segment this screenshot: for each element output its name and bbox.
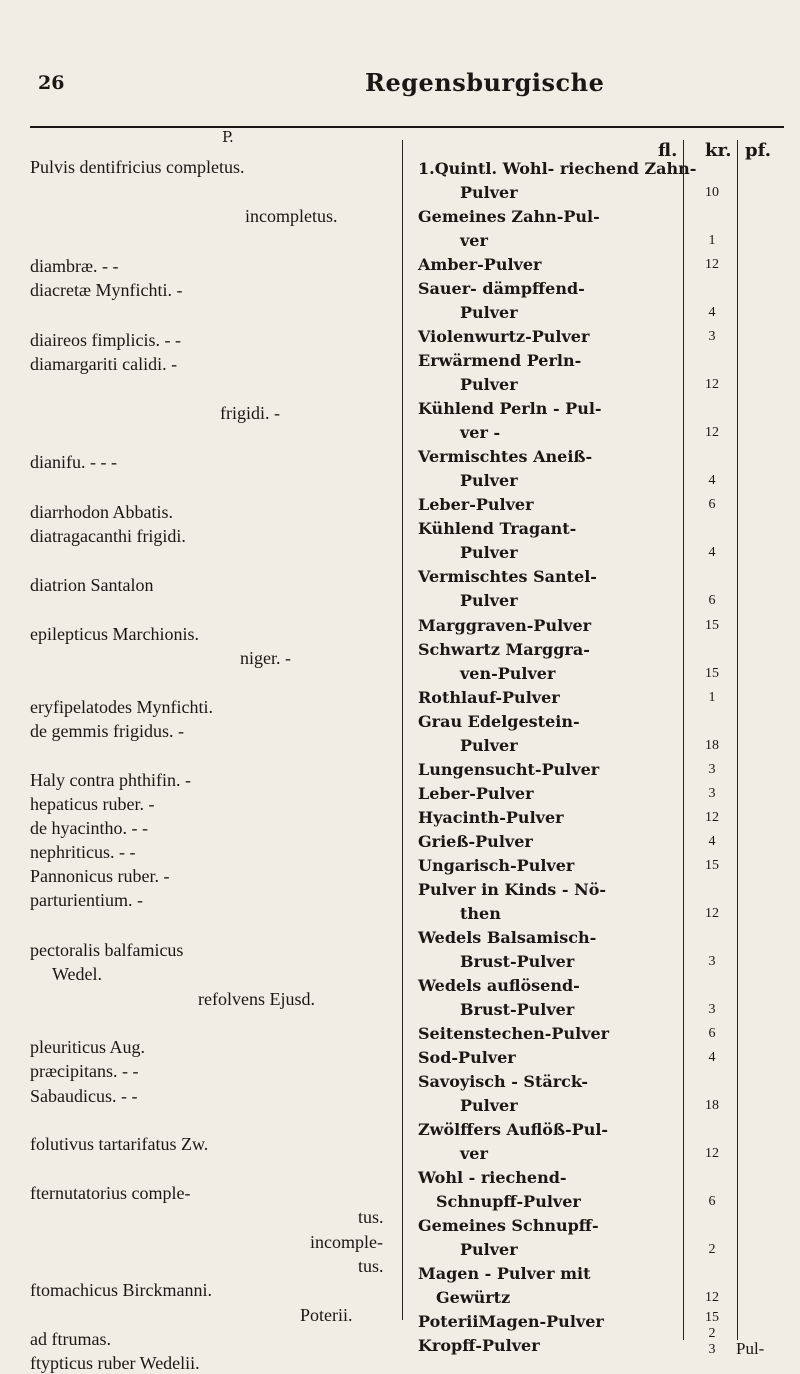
german-entry: Wedels Balsamisch- [418, 928, 597, 947]
german-entry: Wohl - riechend- [418, 1168, 567, 1187]
german-entry: Wedels auflösend- [418, 976, 580, 995]
column-divider-latin [402, 140, 403, 1320]
german-entry: Kropff-Pulver [418, 1336, 540, 1355]
german-entry: ver - [460, 423, 501, 442]
latin-entry: diamargariti calidi. - [30, 354, 178, 374]
german-entry: Lungensucht-Pulver [418, 760, 600, 779]
german-entry: ven-Pulver [460, 664, 556, 683]
german-entry: Leber-Pulver [418, 495, 534, 514]
price-kreuzer: 4 [708, 305, 716, 320]
price-kreuzer: 3 [708, 786, 716, 801]
german-entry: Pulver in Kinds - Nö- [418, 880, 607, 899]
german-entry: Sauer- dämpffend- [418, 279, 585, 298]
latin-entry: refolvens Ejusd. [198, 989, 315, 1009]
german-entry: Pulver [460, 543, 518, 562]
price-kreuzer: 15 [705, 1310, 719, 1325]
german-entry: ver [460, 1144, 488, 1163]
latin-entry: frigidi. - [220, 403, 280, 423]
header-pfennig: pf. [745, 140, 771, 161]
latin-entry: præcipitans. - - [30, 1061, 139, 1081]
german-entry: Zwölffers Auflöß-Pul- [418, 1120, 609, 1139]
german-entry: Pulver [460, 1096, 518, 1115]
section-letter: P. [222, 128, 234, 146]
price-kreuzer: 18 [705, 738, 719, 753]
latin-entry: incompletus. [245, 206, 338, 226]
latin-entry: dianifu. - - - [30, 452, 117, 472]
german-entry: Brust-Pulver [460, 952, 575, 971]
page-header [0, 68, 800, 108]
latin-entry: fternutatorius comple- [30, 1183, 191, 1203]
price-kreuzer: 12 [705, 1146, 719, 1161]
latin-entry: Pulvis dentifricius completus. [30, 157, 245, 177]
german-entry: Pulver [460, 303, 518, 322]
latin-entry: Pannonicus ruber. - [30, 866, 170, 886]
header-rule [30, 126, 784, 128]
latin-entry: ad ftrumas. [30, 1329, 111, 1349]
latin-entry: eryfipelatodes Mynfichti. [30, 697, 213, 717]
german-entry: Pulver [460, 375, 518, 394]
latin-entry: Poterii. [300, 1305, 353, 1325]
latin-entry: nephriticus. - - [30, 842, 136, 862]
latin-entry: de gemmis frigidus. - [30, 721, 184, 741]
german-entry: Leber-Pulver [418, 784, 534, 803]
latin-entry: pleuriticus Aug. [30, 1037, 145, 1057]
price-kreuzer: 12 [705, 810, 719, 825]
price-kreuzer: 6 [708, 497, 716, 512]
price-kreuzer: 4 [708, 1050, 716, 1065]
german-entry: 1.Quintl. Wohl- riechend Zahn- [418, 159, 697, 178]
german-entry: Vermischtes Santel- [418, 567, 597, 586]
latin-entry: Sabaudicus. - - [30, 1086, 138, 1106]
catchword: Pul- [736, 1339, 765, 1358]
latin-entry: diarrhodon Abbatis. [30, 502, 173, 522]
german-entry: Ungarisch-Pulver [418, 856, 575, 875]
german-entry: Sod-Pulver [418, 1048, 516, 1067]
german-entry: then [460, 904, 501, 923]
latin-entry: niger. - [240, 648, 291, 668]
price-kreuzer: 10 [705, 185, 719, 200]
latin-entry: folutivus tartarifatus Zw. [30, 1134, 209, 1154]
latin-entry: epilepticus Marchionis. [30, 624, 199, 644]
latin-entry: ftypticus ruber Wedelii. [30, 1353, 200, 1373]
price-kreuzer: 4 [708, 545, 716, 560]
price-kreuzer: 2 [708, 1242, 716, 1257]
german-entry: Marggraven-Pulver [418, 616, 592, 635]
latin-entry: diacretæ Mynfichti. - [30, 280, 183, 300]
price-kreuzer: 3 [708, 954, 716, 969]
latin-entry: de hyacintho. - - [30, 818, 148, 838]
price-kreuzer: 12 [705, 257, 719, 272]
price-kreuzer: 12 [705, 377, 719, 392]
price-kreuzer: 3 [708, 1002, 716, 1017]
latin-entry: incomple- [310, 1232, 383, 1252]
latin-entry: pectoralis balfamicus [30, 940, 184, 960]
price-kreuzer: 3 [708, 762, 716, 777]
price-kreuzer: 2 [708, 1326, 716, 1341]
price-kreuzer: 3 [708, 1342, 716, 1357]
german-entry: Violenwurtz-Pulver [418, 327, 590, 346]
german-entry: Savoyisch - Stärck- [418, 1072, 588, 1091]
german-entry: PoteriiMagen-Pulver [418, 1312, 604, 1331]
german-entry: Amber-Pulver [418, 255, 542, 274]
german-entry: Pulver [460, 183, 518, 202]
german-entry: Vermischtes Aneiß- [418, 447, 593, 466]
price-kreuzer: 1 [708, 233, 716, 248]
price-kreuzer: 6 [708, 1026, 716, 1041]
german-entry: Kühlend Perln - Pul- [418, 399, 602, 418]
price-kreuzer: 6 [708, 1194, 716, 1209]
german-entry: Kühlend Tragant- [418, 519, 577, 538]
price-kreuzer: 4 [708, 834, 716, 849]
german-entry: Brust-Pulver [460, 1000, 575, 1019]
price-kreuzer: 3 [708, 329, 716, 344]
latin-entry: diatrion Santalon [30, 575, 154, 595]
running-title: Regensburgische [365, 68, 605, 97]
german-entry: Hyacinth-Pulver [418, 808, 564, 827]
german-entry: Rothlauf-Pulver [418, 688, 560, 707]
german-entry: Pulver [460, 471, 518, 490]
latin-entry: diambræ. - - [30, 256, 119, 276]
german-entry: Grau Edelgestein- [418, 712, 580, 731]
latin-entry: diaireos fimplicis. - - [30, 330, 181, 350]
latin-entry: tus. [358, 1207, 384, 1227]
price-kreuzer: 12 [705, 906, 719, 921]
german-entry: Schnupff-Pulver [436, 1192, 581, 1211]
latin-entry: parturientium. - [30, 890, 143, 910]
price-kreuzer: 6 [708, 593, 716, 608]
price-kreuzer: 12 [705, 425, 719, 440]
latin-entry: Wedel. [52, 964, 103, 984]
latin-entry: hepaticus ruber. - [30, 794, 155, 814]
price-kreuzer: 15 [705, 858, 719, 873]
page-number: 26 [38, 72, 65, 94]
german-entry: Magen - Pulver mit [418, 1264, 591, 1283]
price-kreuzer: 18 [705, 1098, 719, 1113]
latin-entry: Haly contra phthifin. - [30, 770, 191, 790]
latin-entry: tus. [358, 1256, 384, 1276]
header-florin: fl. [658, 140, 678, 161]
german-entry: ver [460, 231, 488, 250]
price-kreuzer: 12 [705, 1290, 719, 1305]
price-kreuzer: 15 [705, 618, 719, 633]
latin-entry: diatragacanthi frigidi. [30, 526, 186, 546]
header-kreuzer: kr. [705, 140, 732, 161]
german-entry: Schwartz Marggra- [418, 640, 590, 659]
german-entry: Gewürtz [436, 1288, 511, 1307]
price-kreuzer: 4 [708, 473, 716, 488]
german-entry: Pulver [460, 591, 518, 610]
german-entry: Erwärmend Perln- [418, 351, 582, 370]
german-entry: Gemeines Zahn-Pul- [418, 207, 600, 226]
german-entry: Seitenstechen-Pulver [418, 1024, 610, 1043]
column-divider-kreuzer [737, 140, 738, 1340]
column-divider-florin [683, 140, 684, 1340]
german-entry: Pulver [460, 736, 518, 755]
price-kreuzer: 1 [708, 690, 716, 705]
german-entry: Pulver [460, 1240, 518, 1259]
german-entry: Grieß-Pulver [418, 832, 533, 851]
german-entry: Gemeines Schnupff- [418, 1216, 599, 1235]
latin-entry: ftomachicus Birckmanni. [30, 1280, 212, 1300]
price-kreuzer: 15 [705, 666, 719, 681]
